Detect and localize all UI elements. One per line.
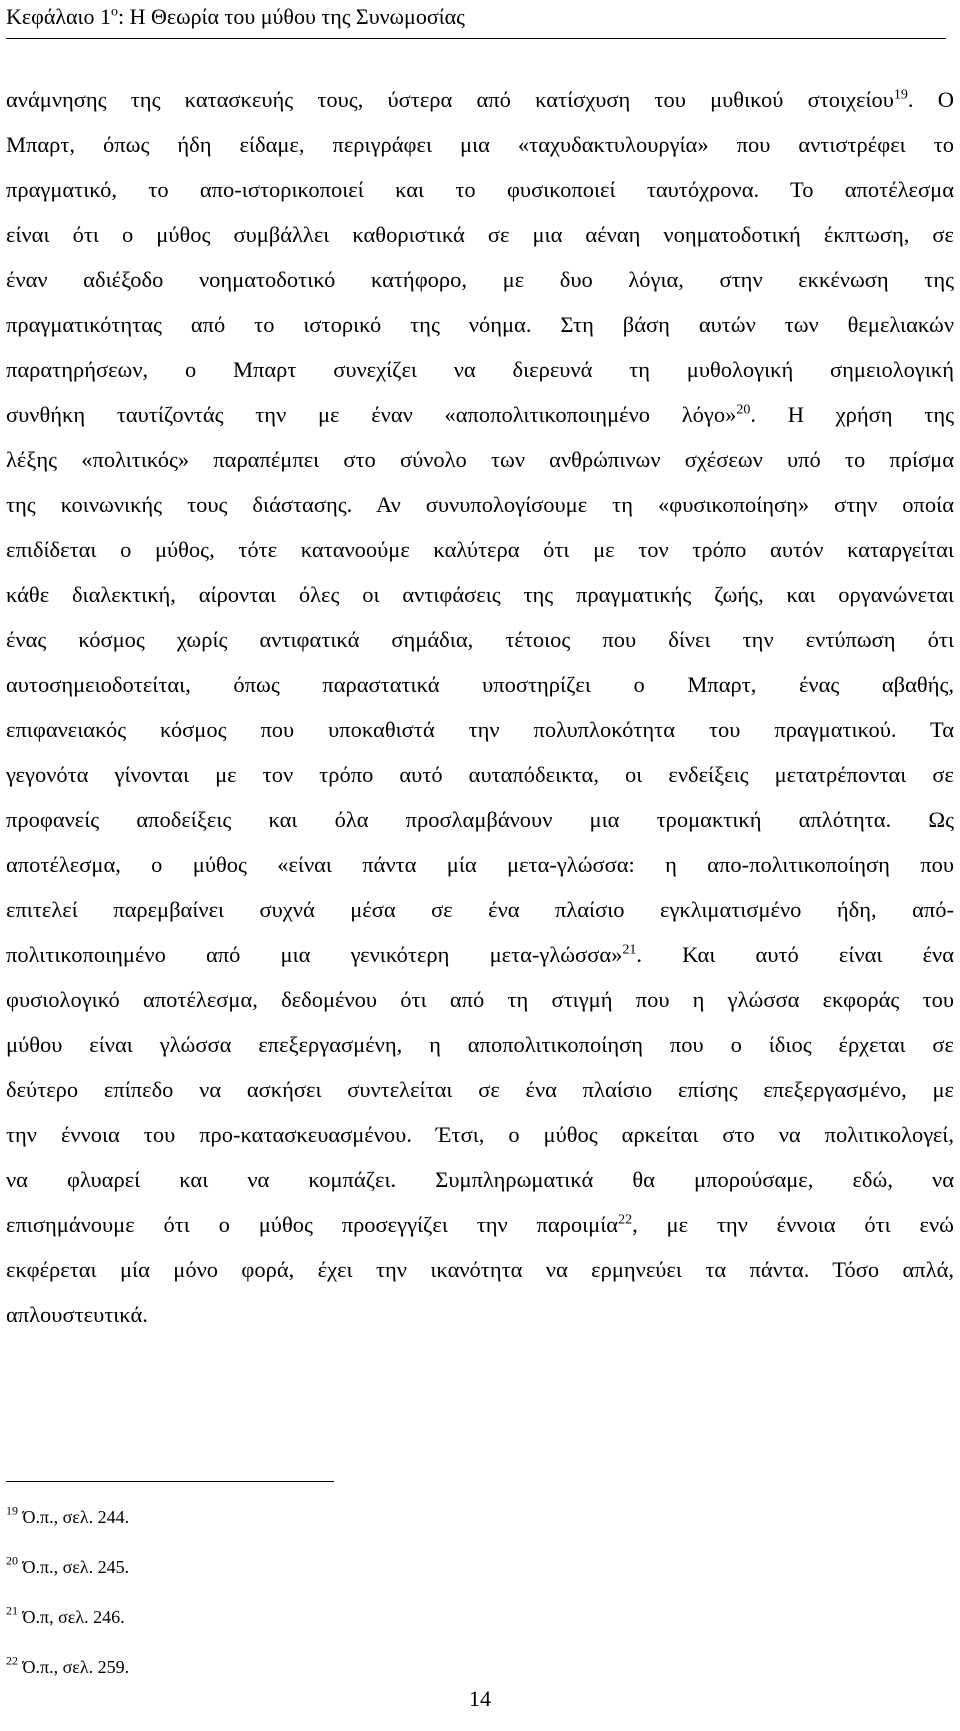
- text-line-content: έναν αδιέξοδο νοηματοδοτικό κατήφορο, με δυο λόγια, στην εκκένωση της: [6, 267, 954, 292]
- text-line: [6, 302, 954, 347]
- text-line: [6, 392, 954, 437]
- footnote-text: Ό.π., σελ. 259.: [18, 1657, 130, 1677]
- text-line: [6, 212, 954, 257]
- text-line-content: απλουστευτικά.: [6, 1302, 148, 1327]
- text-line-content: επιδίδεται ο μύθος, τότε κατανοούμε καλύτερα ότι με τον τρόπο αυτόν καταργείται: [6, 537, 954, 562]
- body-paragraph: [6, 77, 954, 1337]
- text-line-continuation: . Και αυτό είναι ένα: [636, 942, 954, 967]
- page-number: 14: [469, 1686, 491, 1711]
- text-line-content: προφανείς αποδείξεις και όλα προσλαμβάνουν μια τρομακτική απλότητα. Ως: [6, 807, 954, 832]
- text-line: [6, 752, 954, 797]
- text-line-continuation: , με την έννοια ότι ενώ: [632, 1212, 954, 1237]
- text-line-content: την έννοια του προ-κατασκευασμένου. Έτσι, ο μύθος αρκείται στο να πολιτικολογεί,: [6, 1122, 954, 1147]
- text-line-content: αποτέλεσμα, ο μύθος «είναι πάντα μία μετα-γλώσσα: η απο-πολιτικοποίηση που: [6, 852, 954, 877]
- text-line: [6, 347, 954, 392]
- text-line: [6, 977, 954, 1022]
- text-line-content: πραγματικό, το απο-ιστορικοποιεί και το φυσικοποιεί ταυτόχρονα. Το αποτέλεσμα: [6, 177, 954, 202]
- text-line: [6, 1157, 954, 1202]
- footnote: [6, 1542, 606, 1592]
- footnotes: [6, 1492, 606, 1692]
- text-line-content: να φλυαρεί και να κομπάζει. Συμπληρωματικά θα μπορούσαμε, εδώ, να: [6, 1167, 954, 1192]
- text-line-content: λέξης «πολιτικός» παραπέμπει στο σύνολο των ανθρώπινων σχέσεων υπό το πρίσμα: [6, 447, 954, 472]
- footnote-number: 22: [6, 1653, 18, 1668]
- chapter-header: [6, 2, 946, 39]
- text-line: [6, 1292, 954, 1337]
- text-line-content: επιτελεί παρεμβαίνει συχνά μέσα σε ένα πλαίσιο εγκλιματισμένο ήδη, από-: [6, 897, 954, 922]
- text-line: [6, 1067, 954, 1112]
- text-line-content: παρατηρήσεων, ο Μπαρτ συνεχίζει να διερευνά τη μυθολογική σημειολογική: [6, 357, 954, 382]
- text-line: [6, 122, 954, 167]
- footnote-number: 21: [6, 1603, 18, 1618]
- footnote-separator: [6, 1481, 334, 1482]
- text-line-content: αυτοσημειοδοτείται, όπως παραστατικά υποστηρίζει ο Μπαρτ, ένας αβαθής,: [6, 672, 954, 697]
- text-line: [6, 707, 954, 752]
- text-line-content: επιφανειακός κόσμος που υποκαθιστά την πολυπλοκότητα του πραγματικού. Τα: [6, 717, 954, 742]
- text-line-content: δεύτερο επίπεδο να ασκήσει συντελείται σε ένα πλαίσιο επίσης επεξεργασμένο, με: [6, 1077, 954, 1102]
- footnote-reference[interactable]: 22: [618, 1212, 633, 1228]
- text-line: [6, 257, 954, 302]
- footnote-text: Ό.π., σελ. 244.: [18, 1507, 130, 1527]
- text-line-content: κάθε διαλεκτική, αίρονται όλες οι αντιφάσεις της πραγματικής ζωής, και οργανώνεται: [6, 582, 954, 607]
- footnote-reference[interactable]: 21: [622, 942, 637, 958]
- text-line-content: Μπαρτ, όπως ήδη είδαμε, περιγράφει μια «ταχυδακτυλουργία» που αντιστρέφει το: [6, 132, 954, 157]
- text-line-content: εκφέρεται μία μόνο φορά, έχει την ικανότητα να ερμηνεύει τα πάντα. Τόσο απλά,: [6, 1257, 954, 1282]
- text-line: [6, 797, 954, 842]
- text-line-content: μύθου είναι γλώσσα επεξεργασμένη, η αποπολιτικοποίηση που ο ίδιος έρχεται σε: [6, 1032, 954, 1057]
- text-line: [6, 887, 954, 932]
- text-line-content: επισημάνουμε ότι ο μύθος προσεγγίζει την παροιμία: [6, 1212, 619, 1237]
- text-line: [6, 932, 954, 977]
- footnote-reference[interactable]: 20: [736, 402, 751, 418]
- text-line-content: πολιτικοποιημένο από μια γενικότερη μετα-γλώσσα»: [6, 942, 623, 967]
- text-line: [6, 617, 954, 662]
- text-line: [6, 437, 954, 482]
- footnote: [6, 1642, 606, 1692]
- footnote-reference[interactable]: 19: [893, 87, 908, 103]
- text-line: [6, 1202, 954, 1247]
- footnote-number: 20: [6, 1553, 18, 1568]
- text-line: [6, 842, 954, 887]
- text-line: [6, 77, 954, 122]
- text-line: [6, 482, 954, 527]
- text-line: [6, 1022, 954, 1067]
- text-line: [6, 572, 954, 617]
- text-line-content: είναι ότι ο μύθος συμβάλλει καθοριστικά σε μια αέναη νοηματοδοτική έκπτωση, σε: [6, 222, 954, 247]
- text-line: [6, 1112, 954, 1157]
- text-line-continuation: . Η χρήση της: [750, 402, 954, 427]
- text-line: [6, 167, 954, 212]
- text-line-content: γεγονότα γίνονται με τον τρόπο αυτό αυταπόδεικτα, οι ενδείξεις μετατρέπονται σε: [6, 762, 954, 787]
- text-line-content: της κοινωνικής τους διάστασης. Αν συνυπολογίσουμε τη «φυσικοποίηση» στην οποία: [6, 492, 954, 517]
- text-line: [6, 1247, 954, 1292]
- text-line-content: ένας κόσμος χωρίς αντιφατικά σημάδια, τέτοιος που δίνει την εντύπωση ότι: [6, 627, 954, 652]
- footnote-number: 19: [6, 1503, 18, 1518]
- chapter-title-superscript: ο: [110, 4, 118, 20]
- text-line-continuation: . Ο: [907, 87, 954, 112]
- text-line: [6, 527, 954, 572]
- text-line: [6, 662, 954, 707]
- chapter-title: Κεφάλαιο 1: [6, 4, 111, 29]
- footnote: [6, 1492, 606, 1542]
- text-line-content: συνθήκη ταυτίζοντάς την με έναν «αποπολιτικοποιημένο λόγο»: [6, 402, 737, 427]
- chapter-title-rest: : Η Θεωρία του μύθου της Συνωμοσίας: [117, 4, 465, 29]
- footnote: [6, 1592, 606, 1642]
- footnote-text: Ό.π, σελ. 246.: [18, 1607, 125, 1627]
- text-line-content: φυσιολογικό αποτέλεσμα, δεδομένου ότι από τη στιγμή που η γλώσσα εκφοράς του: [6, 987, 954, 1012]
- text-line-content: ανάμνησης της κατασκευής τους, ύστερα από κατίσχυση του μυθικού στοιχείου: [6, 87, 894, 112]
- footnote-text: Ό.π., σελ. 245.: [18, 1557, 130, 1577]
- text-line-content: πραγματικότητας από το ιστορικό της νόημα. Στη βάση αυτών των θεμελιακών: [6, 312, 954, 337]
